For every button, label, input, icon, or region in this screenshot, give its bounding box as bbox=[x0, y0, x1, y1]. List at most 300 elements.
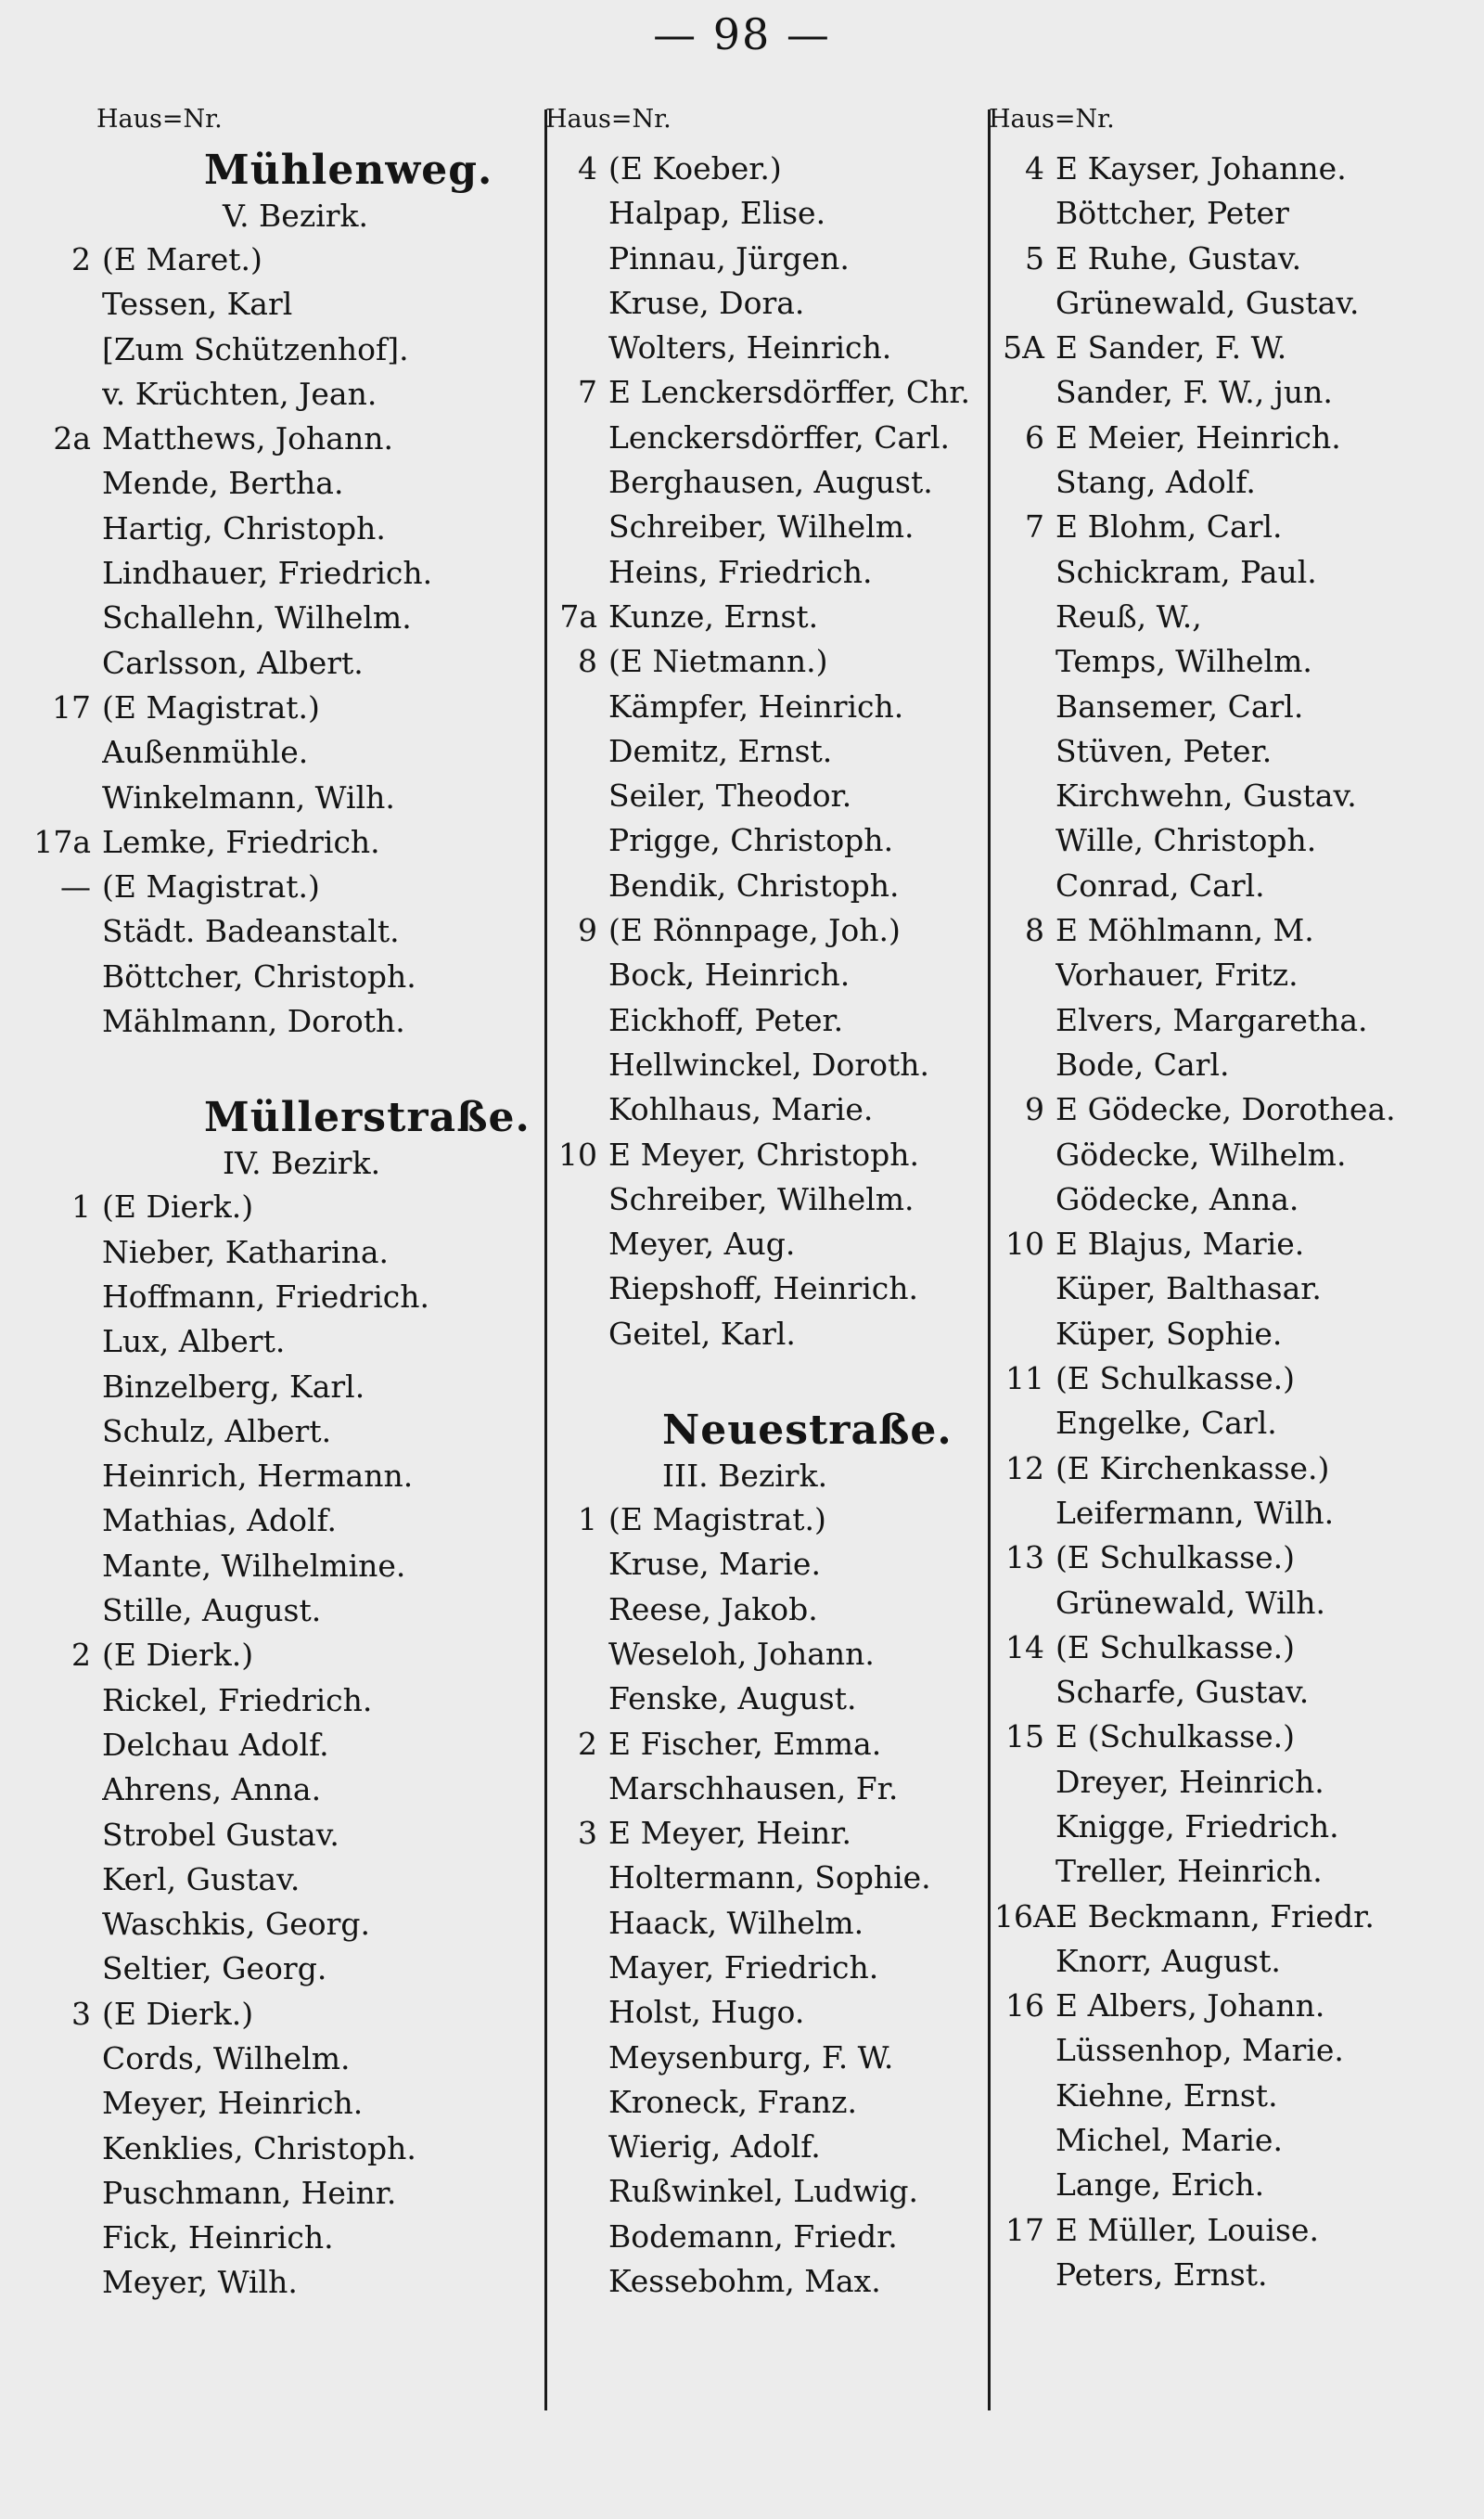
house-number bbox=[551, 505, 608, 549]
house-number bbox=[0, 2081, 102, 2126]
resident-name: Dreyer, Heinrich. bbox=[1055, 1763, 1324, 1800]
resident-name: (E Dierk.) bbox=[102, 1995, 254, 2032]
resident-name: Strobel Gustav. bbox=[102, 1816, 339, 1853]
house-number bbox=[551, 864, 608, 908]
house-number: 7a bbox=[559, 598, 597, 635]
directory-entry bbox=[994, 416, 1458, 460]
section-gap bbox=[551, 1356, 987, 1407]
house-number: 17 bbox=[52, 688, 91, 726]
resident-name: Vorhauer, Fritz. bbox=[1055, 957, 1298, 994]
house-number: 5 bbox=[1025, 239, 1044, 276]
house-number bbox=[551, 998, 608, 1043]
house-number bbox=[551, 1542, 608, 1587]
directory-entry bbox=[102, 1588, 538, 1633]
directory-entry bbox=[551, 1312, 987, 1356]
directory-entry bbox=[551, 370, 987, 415]
house-number bbox=[551, 460, 608, 505]
house-number bbox=[551, 2080, 608, 2125]
directory-entry bbox=[53, 417, 538, 461]
house-number bbox=[0, 2171, 102, 2216]
house-number bbox=[551, 326, 608, 370]
house-number bbox=[994, 864, 1055, 908]
directory-entry bbox=[994, 2163, 1458, 2207]
directory-entry bbox=[994, 460, 1458, 505]
house-number bbox=[0, 2216, 102, 2260]
resident-name: Gödecke, Anna. bbox=[1055, 1180, 1299, 1217]
house-number bbox=[994, 1312, 1055, 1356]
directory-entry bbox=[551, 2036, 987, 2080]
house-number: 5A bbox=[1003, 329, 1044, 366]
resident-name: Städt. Badeanstalt. bbox=[102, 913, 400, 950]
street-title: Mühlenweg. bbox=[204, 147, 493, 194]
house-number bbox=[994, 1266, 1055, 1311]
resident-name: E Möhlmann, M. bbox=[1055, 912, 1314, 949]
resident-name: Hellwinckel, Doroth. bbox=[608, 1046, 929, 1083]
column-header: Haus=Nr. bbox=[96, 105, 223, 134]
resident-name: Böttcher, Peter bbox=[1055, 195, 1289, 232]
house-number bbox=[994, 2074, 1055, 2118]
directory-entry bbox=[994, 864, 1458, 908]
directory-entry bbox=[994, 2208, 1458, 2253]
house-number bbox=[994, 1177, 1055, 1222]
resident-name: Kohlhaus, Marie. bbox=[608, 1091, 874, 1128]
resident-name: Eickhoff, Peter. bbox=[608, 1001, 844, 1038]
directory-entry bbox=[551, 191, 987, 236]
resident-name: (E Schulkasse.) bbox=[1055, 1628, 1296, 1665]
directory-entry bbox=[551, 818, 987, 863]
resident-name: Rußwinkel, Ludwig. bbox=[608, 2173, 918, 2210]
house-number: 6 bbox=[1025, 418, 1044, 456]
directory-entry bbox=[551, 864, 987, 908]
directory-entry bbox=[994, 1626, 1458, 1670]
house-number bbox=[0, 1319, 102, 1364]
house-number bbox=[0, 1275, 102, 1319]
house-number bbox=[0, 2260, 102, 2305]
directory-entry bbox=[994, 1581, 1458, 1626]
house-number: 2 bbox=[578, 1725, 597, 1762]
directory-entry bbox=[994, 281, 1458, 326]
house-number bbox=[551, 2215, 608, 2259]
directory-entry bbox=[71, 1992, 538, 2037]
house-number bbox=[551, 1043, 608, 1087]
house-number bbox=[0, 596, 102, 640]
resident-name: Meyer, Heinrich. bbox=[102, 2085, 364, 2122]
house-number bbox=[551, 550, 608, 595]
house-number: 2 bbox=[71, 1637, 91, 1674]
house-number: 2a bbox=[53, 420, 91, 457]
resident-name: Treller, Heinrich. bbox=[1055, 1853, 1323, 1890]
directory-entry bbox=[994, 1805, 1458, 1849]
directory-entry bbox=[551, 2125, 987, 2169]
house-number bbox=[994, 1849, 1055, 1894]
directory-entry bbox=[551, 505, 987, 549]
house-number bbox=[994, 281, 1055, 326]
resident-name: [Zum Schützenhof]. bbox=[102, 330, 409, 367]
house-number bbox=[994, 460, 1055, 505]
directory-entry bbox=[994, 237, 1458, 281]
directory-entry bbox=[551, 550, 987, 595]
resident-name: Leifermann, Wilh. bbox=[1055, 1494, 1335, 1531]
directory-entry bbox=[551, 2169, 987, 2214]
resident-name: Schulz, Albert. bbox=[102, 1412, 332, 1449]
resident-name: Seltier, Georg. bbox=[102, 1950, 327, 1987]
directory-entry bbox=[102, 507, 538, 551]
directory-entry bbox=[994, 818, 1458, 863]
column-header: Haus=Nr. bbox=[545, 105, 672, 134]
directory-entry bbox=[102, 596, 538, 640]
resident-name: Hartig, Christoph. bbox=[102, 509, 386, 546]
resident-name: Engelke, Carl. bbox=[1055, 1405, 1277, 1442]
resident-name: E Fischer, Emma. bbox=[608, 1725, 882, 1762]
directory-entry bbox=[71, 238, 538, 282]
resident-name: Temps, Wilhelm. bbox=[1055, 643, 1312, 680]
resident-name: Kirchwehn, Gustav. bbox=[1055, 778, 1357, 815]
house-number bbox=[551, 1901, 608, 1946]
house-number: 1 bbox=[71, 1189, 91, 1226]
directory-entry bbox=[102, 909, 538, 954]
directory-entry bbox=[994, 147, 1458, 191]
resident-name: Wolters, Heinrich. bbox=[608, 329, 892, 366]
house-number bbox=[0, 1947, 102, 1991]
directory-entry bbox=[102, 1230, 538, 1275]
house-number: 15 bbox=[1005, 1718, 1044, 1755]
directory-entry bbox=[551, 1722, 987, 1767]
resident-name: (E Dierk.) bbox=[102, 1637, 254, 1674]
resident-name: Ahrens, Anna. bbox=[102, 1771, 322, 1808]
directory-entry bbox=[551, 1266, 987, 1311]
street-title: Neuestraße. bbox=[662, 1407, 953, 1455]
directory-entry bbox=[994, 774, 1458, 818]
house-number: 9 bbox=[1025, 1091, 1044, 1128]
house-number bbox=[994, 1670, 1055, 1715]
house-number bbox=[551, 1632, 608, 1677]
directory-entry bbox=[102, 776, 538, 820]
directory-entry bbox=[994, 370, 1458, 415]
directory-entry bbox=[994, 1984, 1458, 2028]
resident-name: Holst, Hugo. bbox=[608, 1994, 805, 2031]
resident-name: (E Maret.) bbox=[102, 241, 262, 277]
resident-name: Winkelmann, Wilh. bbox=[102, 778, 395, 816]
house-number bbox=[994, 1491, 1055, 1536]
directory-entry bbox=[994, 595, 1458, 639]
house-number bbox=[0, 328, 102, 372]
resident-name: Kunze, Ernst. bbox=[608, 598, 819, 635]
directory-entry bbox=[102, 328, 538, 372]
street-title: Müllerstraße. bbox=[204, 1094, 531, 1142]
house-number bbox=[551, 1856, 608, 1900]
house-number bbox=[0, 282, 102, 327]
directory-entry bbox=[994, 1401, 1458, 1446]
house-number: 11 bbox=[1005, 1360, 1044, 1397]
resident-name: Küper, Balthasar. bbox=[1055, 1270, 1322, 1307]
resident-name: Puschmann, Heinr. bbox=[102, 2174, 397, 2211]
resident-name: E Kayser, Johanne. bbox=[1055, 150, 1347, 186]
directory-entry bbox=[994, 1266, 1458, 1311]
district-label: III. Bezirk. bbox=[662, 1458, 828, 1495]
resident-name: Stille, August. bbox=[102, 1592, 322, 1629]
directory-entry bbox=[994, 1043, 1458, 1087]
directory-entry bbox=[551, 1222, 987, 1266]
resident-name: E Blajus, Marie. bbox=[1055, 1226, 1305, 1263]
house-number: 9 bbox=[578, 912, 597, 949]
house-number bbox=[994, 1043, 1055, 1087]
resident-name: Pinnau, Jürgen. bbox=[608, 239, 850, 276]
directory-entry bbox=[102, 2081, 538, 2126]
resident-name: Knigge, Friedrich. bbox=[1055, 1807, 1339, 1844]
directory-entry bbox=[102, 2037, 538, 2081]
resident-name: Lemke, Friedrich. bbox=[102, 823, 380, 860]
house-number bbox=[551, 1087, 608, 1132]
column-header: Haus=Nr. bbox=[989, 105, 1115, 134]
directory-entry bbox=[994, 1895, 1458, 1939]
resident-name: (E Magistrat.) bbox=[608, 1501, 826, 1538]
house-number bbox=[994, 729, 1055, 774]
resident-name: Meyer, Aug. bbox=[608, 1226, 796, 1263]
directory-entry bbox=[102, 1723, 538, 1767]
resident-name: Heins, Friedrich. bbox=[608, 553, 873, 590]
house-number bbox=[0, 1902, 102, 1947]
house-number bbox=[994, 998, 1055, 1043]
resident-name: Sander, F. W., jun. bbox=[1055, 374, 1333, 411]
directory-entry bbox=[102, 1319, 538, 1364]
house-number bbox=[994, 685, 1055, 729]
resident-name: Weseloh, Johann. bbox=[608, 1635, 875, 1672]
directory-entry bbox=[551, 1632, 987, 1677]
resident-name: E Gödecke, Dorothea. bbox=[1055, 1091, 1396, 1128]
directory-entry bbox=[102, 1767, 538, 1812]
directory-entry bbox=[994, 1849, 1458, 1894]
house-number: 4 bbox=[578, 150, 597, 186]
directory-entry bbox=[551, 1133, 987, 1177]
house-number bbox=[551, 416, 608, 460]
directory-entry bbox=[994, 1222, 1458, 1266]
resident-name: Carlsson, Albert. bbox=[102, 644, 364, 681]
resident-name: Wierig, Adolf. bbox=[608, 2128, 821, 2166]
resident-name: E Müller, Louise. bbox=[1055, 2211, 1319, 2248]
directory-entry bbox=[551, 1990, 987, 2035]
directory-entry bbox=[551, 908, 987, 953]
resident-name: E Meyer, Christoph. bbox=[608, 1136, 919, 1173]
resident-name: Bock, Heinrich. bbox=[608, 957, 851, 994]
directory-entry bbox=[551, 1946, 987, 1990]
column-divider bbox=[988, 109, 991, 2410]
directory-entry bbox=[551, 2215, 987, 2259]
resident-name: Marschhausen, Fr. bbox=[608, 1769, 899, 1806]
column-body bbox=[994, 147, 1458, 2297]
resident-name: Reuß, W., bbox=[1055, 598, 1202, 635]
resident-name: Reese, Jakob. bbox=[608, 1590, 818, 1627]
house-number bbox=[551, 1587, 608, 1632]
column-1 bbox=[33, 93, 538, 2505]
house-number bbox=[994, 1939, 1055, 1984]
house-number bbox=[551, 1266, 608, 1311]
house-number bbox=[551, 2169, 608, 2214]
directory-entry bbox=[102, 641, 538, 686]
directory-entry bbox=[60, 865, 538, 909]
directory-entry bbox=[994, 1312, 1458, 1356]
resident-name: Kenklies, Christoph. bbox=[102, 2129, 416, 2166]
house-number bbox=[0, 1588, 102, 1633]
resident-name: Bansemer, Carl. bbox=[1055, 688, 1304, 725]
resident-name: (E Koeber.) bbox=[608, 150, 782, 186]
house-number bbox=[994, 2028, 1055, 2073]
resident-name: Fick, Heinrich. bbox=[102, 2219, 334, 2256]
resident-name: Grünewald, Gustav. bbox=[1055, 284, 1360, 321]
house-number: 17a bbox=[33, 823, 91, 860]
house-number: 4 bbox=[1025, 150, 1044, 186]
directory-entry bbox=[994, 1133, 1458, 1177]
resident-name: Hoffmann, Friedrich. bbox=[102, 1278, 429, 1315]
house-number bbox=[0, 372, 102, 417]
page-number: — 98 — bbox=[653, 9, 831, 59]
directory-entry bbox=[551, 639, 987, 684]
directory-entry bbox=[102, 1678, 538, 1723]
resident-name: (E Magistrat.) bbox=[102, 688, 320, 726]
directory-entry bbox=[994, 729, 1458, 774]
resident-name: Grünewald, Wilh. bbox=[1055, 1584, 1325, 1621]
resident-name: Mathias, Adolf. bbox=[102, 1502, 338, 1539]
house-number bbox=[0, 955, 102, 999]
directory-entry bbox=[551, 1677, 987, 1721]
resident-name: Haack, Wilhelm. bbox=[608, 1904, 864, 1941]
directory-entry bbox=[102, 1454, 538, 1498]
house-number: 14 bbox=[1005, 1628, 1044, 1665]
resident-name: Küper, Sophie. bbox=[1055, 1315, 1283, 1352]
resident-name: Meysenburg, F. W. bbox=[608, 2038, 894, 2076]
resident-name: (E Dierk.) bbox=[102, 1189, 254, 1226]
resident-name: (E Kirchenkasse.) bbox=[1055, 1449, 1330, 1486]
house-number: 3 bbox=[578, 1815, 597, 1852]
directory-entry bbox=[551, 1811, 987, 1856]
resident-name: Conrad, Carl. bbox=[1055, 867, 1265, 904]
directory-entry bbox=[994, 685, 1458, 729]
resident-name: v. Krüchten, Jean. bbox=[102, 375, 377, 412]
house-number bbox=[994, 2253, 1055, 2297]
house-number bbox=[551, 1312, 608, 1356]
directory-entry bbox=[551, 1587, 987, 1632]
directory-entry bbox=[994, 1536, 1458, 1580]
resident-name: (E Magistrat.) bbox=[102, 868, 320, 906]
resident-name: Kämpfer, Heinrich. bbox=[608, 688, 904, 725]
house-number bbox=[0, 2037, 102, 2081]
resident-name: Kerl, Gustav. bbox=[102, 1860, 301, 1897]
house-number: 3 bbox=[71, 1995, 91, 2032]
resident-name: Geitel, Karl. bbox=[608, 1315, 796, 1352]
resident-name: Delchau Adolf. bbox=[102, 1726, 329, 1763]
resident-name: Meyer, Wilh. bbox=[102, 2264, 298, 2301]
resident-name: E Beckmann, Friedr. bbox=[1055, 1897, 1375, 1934]
directory-entry bbox=[52, 686, 538, 730]
directory-entry bbox=[102, 1275, 538, 1319]
column-2 bbox=[545, 93, 987, 2505]
resident-name: Rickel, Friedrich. bbox=[102, 1681, 373, 1718]
house-number bbox=[994, 1805, 1055, 1849]
house-number bbox=[0, 641, 102, 686]
resident-name: Kruse, Dora. bbox=[608, 284, 805, 321]
directory-entry bbox=[994, 1491, 1458, 1536]
house-number bbox=[551, 2125, 608, 2169]
directory-entry bbox=[994, 1760, 1458, 1805]
resident-name: Peters, Ernst. bbox=[1055, 2256, 1268, 2293]
house-number bbox=[0, 2127, 102, 2171]
directory-entry bbox=[994, 953, 1458, 997]
house-number: 10 bbox=[1005, 1226, 1044, 1263]
directory-entry bbox=[994, 191, 1458, 236]
resident-name: Lange, Erich. bbox=[1055, 2166, 1265, 2204]
house-number bbox=[994, 370, 1055, 415]
directory-entry bbox=[551, 729, 987, 774]
house-number bbox=[551, 191, 608, 236]
resident-name: Lux, Albert. bbox=[102, 1323, 286, 1360]
resident-name: Mende, Bertha. bbox=[102, 465, 344, 502]
house-number bbox=[551, 685, 608, 729]
house-number: 10 bbox=[558, 1136, 597, 1173]
directory-entry bbox=[994, 2028, 1458, 2073]
resident-name: Stüven, Peter. bbox=[1055, 732, 1273, 769]
resident-name: Lüssenhop, Marie. bbox=[1055, 2032, 1344, 2069]
house-number: 1 bbox=[578, 1501, 597, 1538]
resident-name: Kiehne, Ernst. bbox=[1055, 2076, 1278, 2114]
resident-name: E Meyer, Heinr. bbox=[608, 1815, 851, 1852]
house-number: 8 bbox=[578, 643, 597, 680]
house-number: 12 bbox=[1005, 1449, 1044, 1486]
house-number bbox=[0, 507, 102, 551]
resident-name: Nieber, Katharina. bbox=[102, 1233, 390, 1270]
house-number: 2 bbox=[71, 241, 91, 277]
directory-entry bbox=[551, 1043, 987, 1087]
resident-name: E Blohm, Carl. bbox=[1055, 508, 1283, 546]
directory-entry bbox=[551, 2080, 987, 2125]
resident-name: Prigge, Christoph. bbox=[608, 822, 894, 859]
directory-entry bbox=[994, 2118, 1458, 2163]
resident-name: Kruse, Marie. bbox=[608, 1546, 821, 1583]
house-number bbox=[551, 1177, 608, 1222]
resident-name: E Ruhe, Gustav. bbox=[1055, 239, 1302, 276]
resident-name: Knorr, August. bbox=[1055, 1942, 1281, 1979]
directory-entry bbox=[102, 461, 538, 506]
house-number bbox=[0, 1409, 102, 1454]
directory-entry bbox=[102, 2260, 538, 2305]
resident-name: Schickram, Paul. bbox=[1055, 553, 1317, 590]
directory-entry bbox=[71, 1633, 538, 1677]
resident-name: (E Schulkasse.) bbox=[1055, 1539, 1296, 1576]
directory-entry bbox=[102, 999, 538, 1044]
house-number bbox=[0, 1230, 102, 1275]
resident-name: Wille, Christoph. bbox=[1055, 822, 1317, 859]
directory-entry bbox=[102, 1947, 538, 1991]
directory-entry bbox=[994, 1087, 1458, 1132]
house-number bbox=[994, 2118, 1055, 2163]
directory-entry bbox=[994, 2074, 1458, 2118]
directory-entry bbox=[551, 416, 987, 460]
house-number bbox=[994, 191, 1055, 236]
house-number bbox=[551, 818, 608, 863]
column-body bbox=[551, 147, 987, 2304]
resident-name: Außenmühle. bbox=[102, 734, 309, 771]
resident-name: E Sander, F. W. bbox=[1055, 329, 1287, 366]
resident-name: Bodemann, Friedr. bbox=[608, 2217, 898, 2255]
house-number bbox=[551, 1990, 608, 2035]
directory-entry bbox=[994, 550, 1458, 595]
house-number bbox=[0, 730, 102, 775]
directory-entry bbox=[994, 2253, 1458, 2297]
directory-entry bbox=[102, 730, 538, 775]
directory-entry bbox=[551, 326, 987, 370]
resident-name: Berghausen, August. bbox=[608, 464, 933, 501]
directory-entry bbox=[102, 1857, 538, 1902]
directory-entry bbox=[102, 1813, 538, 1857]
directory-entry bbox=[551, 237, 987, 281]
